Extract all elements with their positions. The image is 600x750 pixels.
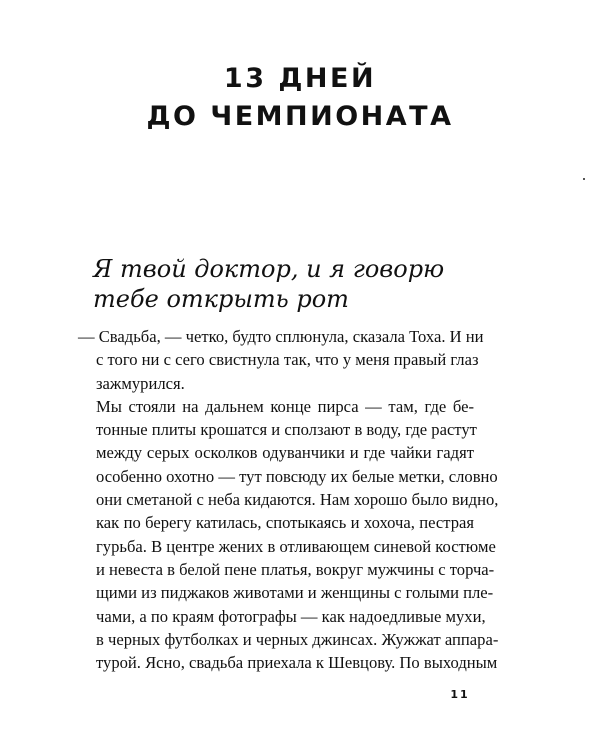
body-line-5: тонные плиты крошатся и сползают в воду, где растут xyxy=(96,420,477,440)
body-line-11: и невеста в белой пене платья, вокруг мужчины с торча- xyxy=(96,559,495,579)
section-heading-line-2: тебе открыть рот xyxy=(93,285,349,313)
body-line-3: зажмурился. xyxy=(96,373,185,393)
chapter-title xyxy=(0,60,600,136)
body-line-13: чами, а по краям фотографы — как надоедливые мухи, xyxy=(96,606,486,626)
body-line-8: они сметаной с неба кидаются. Нам хорошо было видно, xyxy=(96,490,499,510)
chapter-title-line-1: 13 ДНЕЙ xyxy=(223,63,377,94)
body-line-7: особенно охотно — тут повсюду их белые метки, словно xyxy=(96,466,498,486)
body-line-1: — Свадьба, — четко, будто сплюнула, сказала Тоха. И ни xyxy=(78,327,484,346)
section-heading-line-1: Я твой доктор, и я говорю xyxy=(93,255,445,283)
page-number: 11 xyxy=(450,688,470,701)
body-line-6: между серых осколков одуванчики и где чайки гадят xyxy=(96,443,474,463)
body-line-14: в черных футболках и черных джинсах. Жужжат аппара- xyxy=(96,629,499,649)
body-line-9: как по берегу катилась, спотыкаясь и хохоча, пестрая xyxy=(96,513,474,533)
body-line-10: гурьба. В центре жених в отливающем синевой костюме xyxy=(96,536,496,556)
body-text xyxy=(78,325,499,674)
body-line-2: с того ни с сего свистнула так, что у меня правый глаз xyxy=(96,350,479,370)
body-line-15: турой. Ясно, свадьба приехала к Шевцову. По выходным xyxy=(96,653,498,673)
section-heading xyxy=(93,254,513,314)
chapter-title-line-2: ДО ЧЕМПИОНАТА xyxy=(146,101,454,132)
body-line-4: Мы стояли на дальнем конце пирса — там, где бе- xyxy=(96,396,474,416)
body-line-12: щими из пиджаков животами и женщины с голыми пле- xyxy=(96,583,494,603)
print-speck xyxy=(583,178,585,180)
